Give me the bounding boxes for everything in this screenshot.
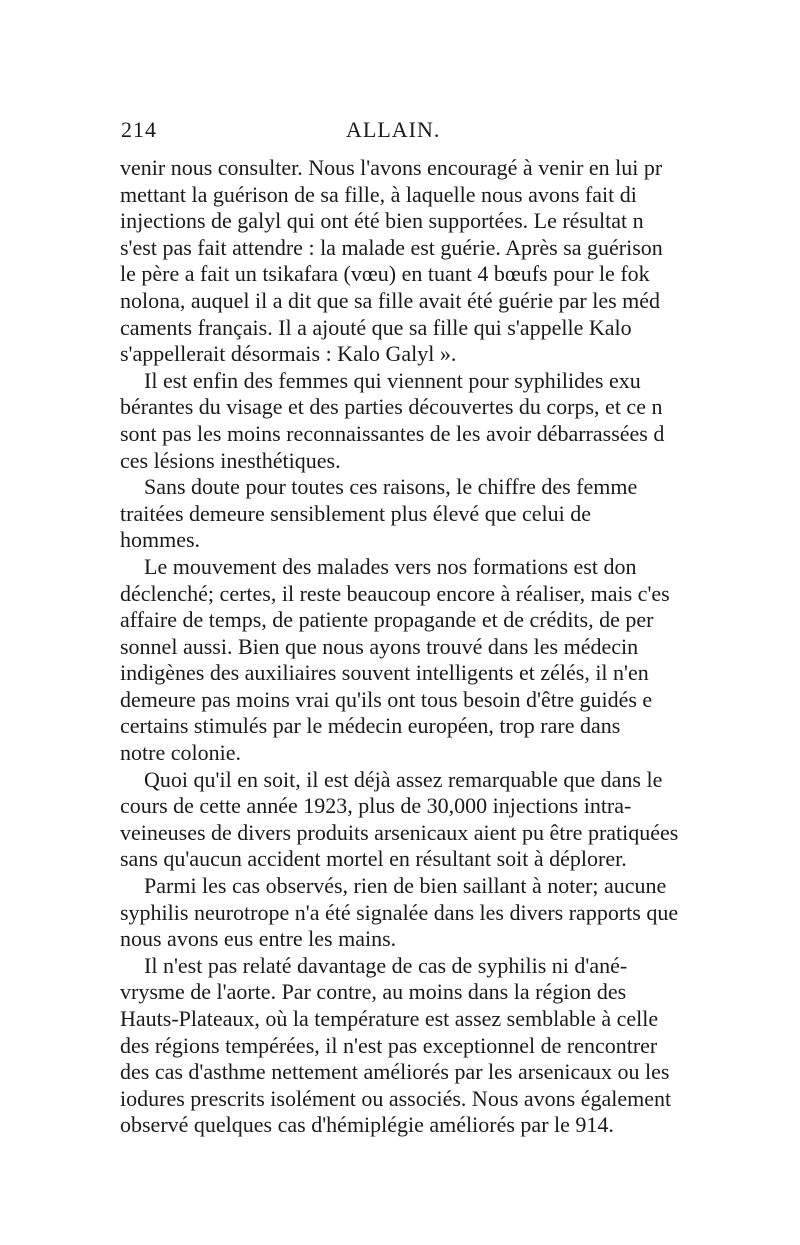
text-line: caments français. Il a ajouté que sa fille qui s'appelle Kalo [120, 314, 632, 340]
text-line: bérantes du visage et des parties découvertes du corps, et ce n [120, 394, 663, 420]
text-line: sonnel aussi. Bien que nous ayons trouvé dans les médecin [120, 633, 639, 659]
text-line: déclenché; certes, il reste beaucoup encore à réaliser, mais c'es [120, 580, 670, 606]
text-line: Parmi les cas observés, rien de bien saillant à noter; aucune [144, 873, 667, 899]
text-line: mettant la guérison de sa fille, à laquelle nous avons fait di [120, 181, 637, 207]
text-line: indigènes des auxiliaires souvent intelligents et zélés, il n'en [120, 660, 649, 686]
text-line: Le mouvement des malades vers nos formations est don [144, 553, 637, 579]
text-line: Quoi qu'il en soit, il est déjà assez remarquable que dans le [144, 766, 663, 792]
text-line: Sans doute pour toutes ces raisons, le chiffre des femme [144, 474, 638, 500]
text-line: veineuses de divers produits arsenicaux aient pu être pratiquées [120, 819, 679, 845]
text-line: iodures prescrits isolément ou associés. Nous avons également [120, 1085, 672, 1111]
body-text [120, 155, 800, 1139]
text-line: sont pas les moins reconnaissantes de les avoir débarrassées d [120, 420, 665, 446]
text-line: hommes. [120, 527, 201, 553]
text-line: certains stimulés par le médecin européen, trop rare dans [120, 713, 621, 739]
running-head [0, 117, 800, 147]
text-line: des cas d'asthme nettement améliorés par les arsenicaux ou les [120, 1059, 670, 1085]
text-line: injections de galyl qui ont été bien supportées. Le résultat n [120, 208, 644, 234]
text-line: Il est enfin des femmes qui viennent pour syphilides exu [144, 367, 641, 393]
text-line: syphilis neurotrope n'a été signalée dans les divers rapports que [120, 899, 679, 925]
text-line: s'appellerait désormais : Kalo Galyl ». [120, 341, 457, 367]
text-line: affaire de temps, de patiente propagande et de crédits, de per [120, 607, 654, 633]
page-number: 214 [121, 117, 157, 142]
text-line: ces lésions inesthétiques. [120, 447, 341, 473]
text-line: notre colonie. [120, 740, 241, 766]
text-line: Il n'est pas relaté davantage de cas de syphilis ni d'ané- [144, 952, 628, 978]
text-line: nolona, auquel il a dit que sa fille avait été guérie par les méd [120, 287, 661, 313]
text-line: sans qu'aucun accident mortel en résultant soit à déplorer. [120, 846, 627, 872]
text-line: vrysme de l'aorte. Par contre, au moins dans la région des [120, 979, 627, 1005]
text-line: le père a fait un tsikafara (vœu) en tuant 4 bœufs pour le fok [120, 261, 650, 287]
text-line: traitées demeure sensiblement plus élevé que celui de [120, 500, 591, 526]
text-line: Hauts-Plateaux, où la température est assez semblable à celle [120, 1006, 659, 1031]
text-line: observé quelques cas d'hémiplégie améliorés par le 914. [120, 1112, 614, 1138]
text-line: venir nous consulter. Nous l'avons encouragé à venir en lui pr [120, 155, 663, 180]
text-line: cours de cette année 1923, plus de 30,000 injections intra- [120, 793, 632, 819]
text-line: nous avons eus entre les mains. [120, 926, 397, 952]
running-head-author: ALLAIN. [346, 117, 441, 142]
text-line: demeure pas moins vrai qu'ils ont tous besoin d'être guidés e [120, 686, 653, 712]
text-line: des régions tempérées, il n'est pas exceptionnel de rencontrer [120, 1032, 658, 1058]
text-line: s'est pas fait attendre : la malade est guérie. Après sa guérison [120, 234, 663, 260]
